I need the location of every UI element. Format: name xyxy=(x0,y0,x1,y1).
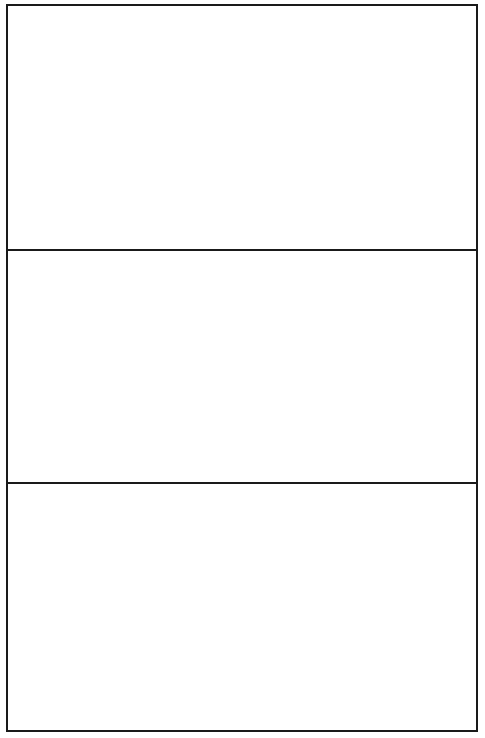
text-column-middle-4 xyxy=(390,253,411,480)
text-column-bottom-8 xyxy=(306,486,327,730)
text-column-middle-6 xyxy=(348,253,369,480)
text-column-middle-10 xyxy=(264,253,285,480)
text-column-middle-18 xyxy=(96,253,117,480)
text-column-middle-7 xyxy=(327,253,348,480)
register-middle xyxy=(8,251,476,482)
text-column-middle-5 xyxy=(369,253,390,480)
register-bottom xyxy=(8,484,476,732)
text-column-middle-21 xyxy=(33,253,54,480)
register-top xyxy=(8,6,476,249)
text-column-top-17 xyxy=(117,8,138,247)
text-column-bottom-3 xyxy=(411,486,432,730)
text-column-bottom-12 xyxy=(222,486,243,730)
text-column-middle-22 xyxy=(12,253,33,480)
text-column-bottom-1 xyxy=(453,486,474,730)
text-column-top-22 xyxy=(12,8,33,247)
text-column-bottom-2 xyxy=(432,486,453,730)
text-column-bottom-15 xyxy=(159,486,180,730)
text-column-middle-14 xyxy=(180,253,201,480)
text-column-middle-20 xyxy=(54,253,75,480)
text-column-top-21 xyxy=(33,8,54,247)
text-column-middle-8 xyxy=(306,253,327,480)
text-column-top-13 xyxy=(201,8,222,247)
text-column-top-11 xyxy=(243,8,264,247)
text-column-middle-15 xyxy=(159,253,180,480)
text-column-top-20 xyxy=(54,8,75,247)
text-column-bottom-14 xyxy=(180,486,201,730)
text-column-bottom-13 xyxy=(201,486,222,730)
text-column-bottom-16 xyxy=(138,486,159,730)
text-column-bottom-11 xyxy=(243,486,264,730)
text-column-bottom-20 xyxy=(54,486,75,730)
text-column-bottom-17 xyxy=(117,486,138,730)
text-column-middle-16 xyxy=(138,253,159,480)
text-column-top-9 xyxy=(285,8,306,247)
text-column-middle-2 xyxy=(432,253,453,480)
text-column-middle-19 xyxy=(75,253,96,480)
text-column-top-5 xyxy=(369,8,390,247)
text-column-bottom-7 xyxy=(327,486,348,730)
text-column-middle-3 xyxy=(411,253,432,480)
text-column-top-1 xyxy=(453,8,474,247)
text-column-top-16 xyxy=(138,8,159,247)
text-column-middle-17 xyxy=(117,253,138,480)
text-column-middle-13 xyxy=(201,253,222,480)
text-column-top-12 xyxy=(222,8,243,247)
text-column-top-2 xyxy=(432,8,453,247)
text-column-bottom-19 xyxy=(75,486,96,730)
text-column-top-19 xyxy=(75,8,96,247)
text-column-top-14 xyxy=(180,8,201,247)
text-column-middle-11 xyxy=(243,253,264,480)
text-column-bottom-18 xyxy=(96,486,117,730)
page-frame xyxy=(6,4,478,732)
text-column-bottom-22 xyxy=(12,486,33,730)
text-column-middle-1 xyxy=(453,253,474,480)
text-column-top-10 xyxy=(264,8,285,247)
text-column-top-3 xyxy=(411,8,432,247)
text-column-middle-9 xyxy=(285,253,306,480)
text-column-top-8 xyxy=(306,8,327,247)
text-column-bottom-21 xyxy=(33,486,54,730)
text-column-top-15 xyxy=(159,8,180,247)
text-column-bottom-6 xyxy=(348,486,369,730)
text-column-bottom-10 xyxy=(264,486,285,730)
text-column-top-6 xyxy=(348,8,369,247)
text-column-bottom-5 xyxy=(369,486,390,730)
text-column-top-18 xyxy=(96,8,117,247)
text-column-middle-12 xyxy=(222,253,243,480)
text-column-top-4 xyxy=(390,8,411,247)
text-column-top-7 xyxy=(327,8,348,247)
text-column-bottom-9 xyxy=(285,486,306,730)
text-column-bottom-4 xyxy=(390,486,411,730)
